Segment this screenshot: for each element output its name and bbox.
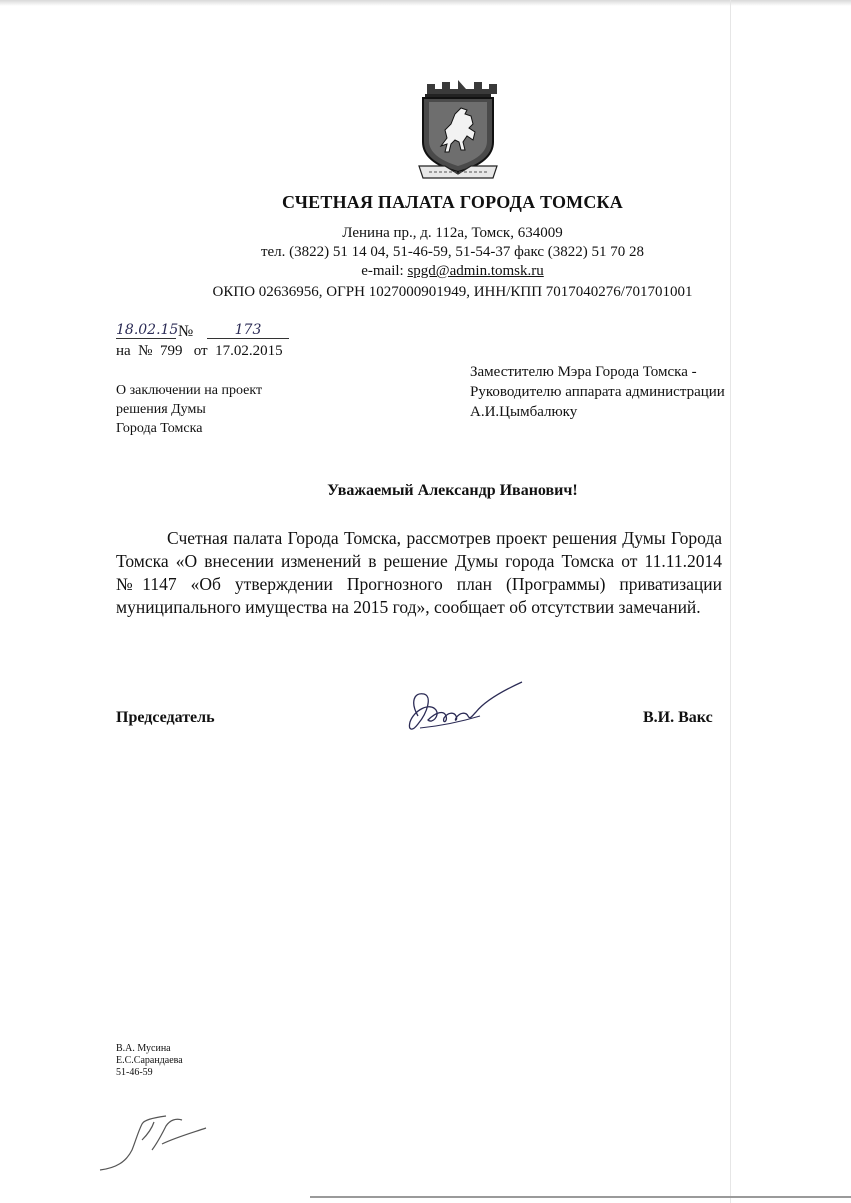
org-codes: ОКПО 02636956, ОГРН 1027000901949, ИНН/КПП 7017040276/701701001 [212, 284, 693, 300]
tomsk-coat-of-arms-icon [415, 80, 501, 180]
addressee-block [470, 362, 790, 422]
executor-phone: 51-46-59 [116, 1067, 153, 1078]
scan-bottom-edge [310, 1196, 851, 1198]
email-prefix: e-mail: [361, 263, 408, 279]
subject-line: Города Томска [116, 421, 203, 436]
reference-line: на № 799 от 17.02.2015 [116, 343, 283, 359]
registration-date: 18.02.15 [116, 322, 179, 338]
org-phones: тел. (3822) 51 14 04, 51-46-59, 51-54-37 факс (3822) 51 70 28 [260, 244, 645, 260]
letter-body: Счетная палата Города Томска, рассмотрев проект решения Думы Города Томска «О внесении изменений в решение Думы города Томска от 11.11.2014 №1147 «Об утверждении Прогнозного план (Программы) приватизации муниципального имущества на 2015 год», сообщает об отсутствии замечаний. [116, 528, 722, 617]
email-link[interactable]: spgd@admin.tomsk.ru [407, 263, 544, 279]
org-name: СЧЕТНАЯ ПАЛАТА ГОРОДА ТОМСКА [282, 192, 623, 212]
subject-line: решения Думы [116, 402, 206, 417]
scan-fold-line [730, 0, 731, 1203]
handwritten-signature [400, 672, 525, 742]
greeting: Уважаемый Александр Иванович! [327, 482, 578, 499]
addressee-line: Заместителю Мэра Города Томска - [470, 364, 697, 380]
org-email-line [0, 262, 851, 281]
registration-number: 173 [207, 322, 289, 339]
executor-line: В.А. Мусина [116, 1043, 171, 1054]
handwritten-initials [96, 1110, 211, 1175]
scan-top-edge [0, 0, 851, 6]
addressee-line: Руководителю аппарата администрации [470, 384, 725, 400]
subject-block [116, 381, 336, 438]
signer-title: Председатель [116, 709, 215, 726]
executor-line: Е.С.Сарандаева [116, 1055, 183, 1066]
org-address: Ленина пр., д. 112а, Томск, 634009 [342, 225, 563, 241]
subject-line: О заключении на проект [116, 383, 263, 398]
addressee-line: А.И.Цымбалюку [470, 404, 578, 420]
signer-name: В.И. Вакс [643, 709, 713, 726]
registration-number-label: № [178, 323, 194, 340]
